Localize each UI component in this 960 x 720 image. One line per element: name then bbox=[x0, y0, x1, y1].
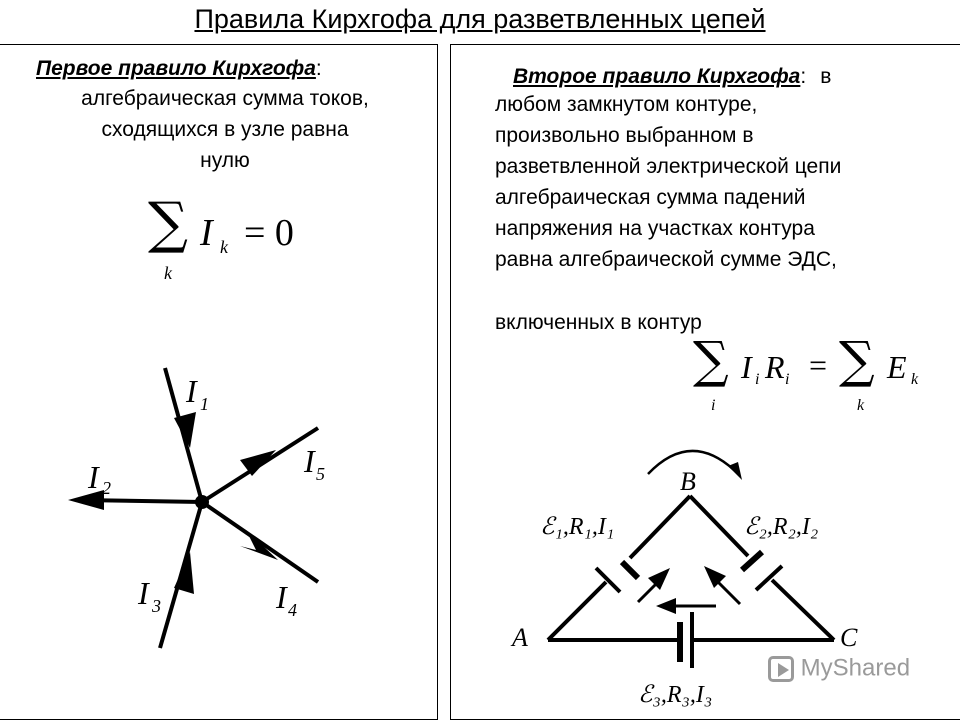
second-rule-line: разветвленной электрической цепи bbox=[495, 155, 842, 178]
label-i2-sub: 2 bbox=[102, 478, 111, 498]
second-rule-colon: : bbox=[800, 65, 807, 88]
label-i4-sub: 4 bbox=[288, 600, 297, 620]
formula-var: I bbox=[200, 212, 213, 254]
watermark-text: MyShared bbox=[800, 654, 911, 682]
formula-sub: k bbox=[220, 237, 228, 257]
second-rule-first-word: в bbox=[820, 65, 832, 88]
sum-index-left: i bbox=[711, 397, 716, 414]
watermark bbox=[768, 654, 910, 683]
second-rule-line: равна алгебраической сумме ЭДС, bbox=[495, 248, 837, 271]
label-i5-sub: 5 bbox=[316, 464, 325, 484]
sum-symbol-right: ∑ bbox=[839, 331, 875, 389]
branch-ab-label: ℰ₁,R₁,I₁ bbox=[540, 514, 615, 540]
junction-node bbox=[197, 497, 207, 507]
first-rule-colon: : bbox=[315, 57, 322, 80]
formula-term-current: I bbox=[741, 349, 752, 385]
formula-sub-resistance: i bbox=[785, 371, 790, 388]
wire-ab-upper bbox=[630, 496, 690, 558]
first-rule-line: сходящихся в узле равна bbox=[101, 118, 349, 141]
first-rule-heading: Первое правило Кирхгофа bbox=[36, 57, 316, 80]
branch-ac-label: ℰ₃,R₃,I₃ bbox=[638, 682, 713, 708]
battery1-short-plate bbox=[622, 562, 638, 578]
node-c-label: C bbox=[840, 623, 858, 652]
current-line-i4 bbox=[202, 502, 318, 582]
second-rule-line: произвольно выбранном в bbox=[495, 124, 754, 147]
formula-rhs: = 0 bbox=[244, 212, 294, 254]
second-rule-heading: Второе правило Кирхгофа bbox=[513, 65, 801, 88]
sum-index-right: k bbox=[857, 397, 865, 414]
label-i3: I bbox=[138, 575, 149, 611]
label-i4: I bbox=[276, 579, 287, 615]
formula-term-resistance: R bbox=[765, 349, 785, 385]
second-rule-line: алгебраическая сумма падений bbox=[495, 186, 806, 209]
wire-bc-upper bbox=[690, 496, 748, 556]
label-i3-sub: 3 bbox=[152, 596, 161, 616]
play-icon bbox=[768, 656, 794, 682]
current-arrowhead-3 bbox=[656, 598, 676, 614]
formula-term-emf: E bbox=[887, 349, 907, 385]
sum-index: k bbox=[164, 263, 172, 283]
node-a-label: A bbox=[512, 623, 528, 652]
second-rule-line: любом замкнутом контуре, bbox=[495, 93, 758, 116]
second-rule-line: напряжения на участках контура bbox=[495, 217, 815, 240]
page-title: Правила Кирхгофа для разветвленных цепей bbox=[194, 4, 766, 34]
loop-direction-arrowhead bbox=[728, 462, 742, 480]
label-i1-sub: 1 bbox=[200, 394, 209, 414]
formula-sub-emf: k bbox=[911, 371, 919, 388]
label-i2: I bbox=[88, 459, 99, 495]
wire-ab-lower bbox=[548, 582, 606, 640]
node-b-label: B bbox=[680, 467, 696, 496]
sum-symbol: ∑ bbox=[148, 191, 188, 256]
label-i1: I bbox=[186, 373, 197, 409]
wire-bc-lower bbox=[772, 580, 834, 640]
first-rule-line: алгебраическая сумма токов, bbox=[81, 87, 369, 110]
formula-equals: = bbox=[809, 347, 828, 383]
label-i5: I bbox=[304, 443, 315, 479]
sum-symbol-left: ∑ bbox=[693, 331, 729, 389]
branch-bc-label: ℰ₂,R₂,I₂ bbox=[744, 514, 819, 540]
formula-sub-current: i bbox=[755, 371, 760, 388]
first-rule-line: нулю bbox=[200, 149, 250, 172]
second-rule-last-line: включенных в контур bbox=[495, 311, 702, 334]
